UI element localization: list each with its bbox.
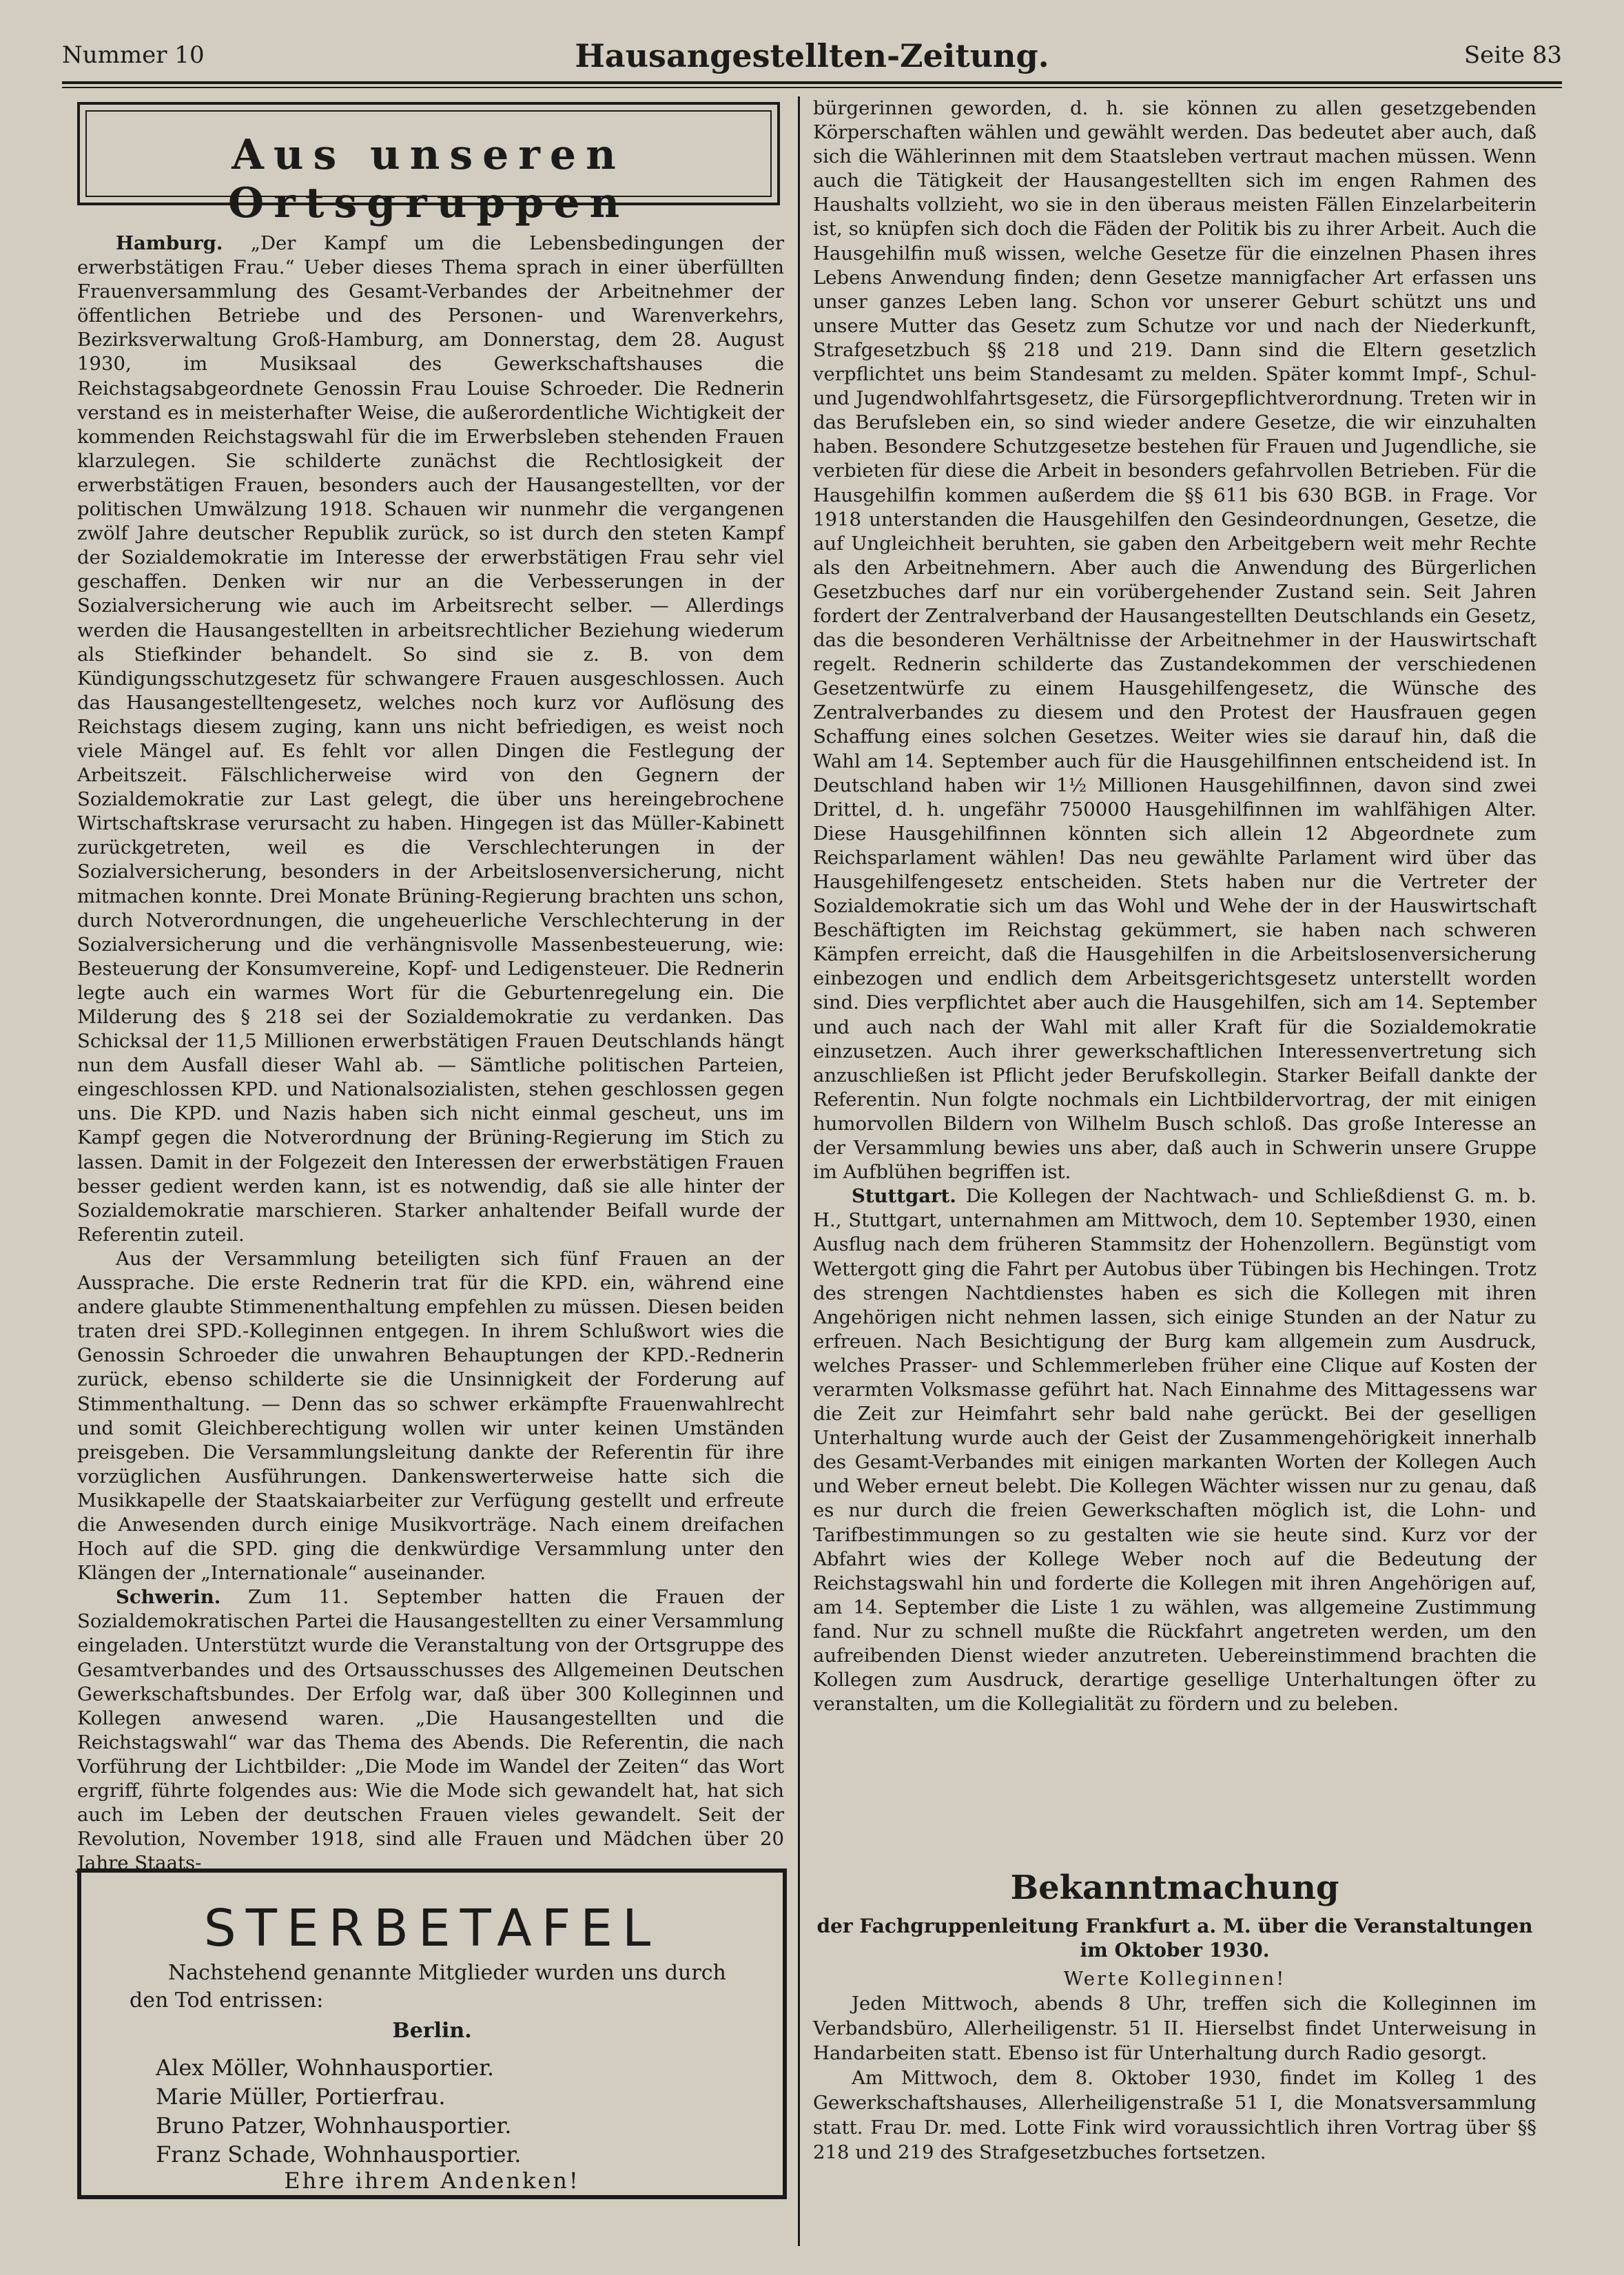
article-lead: Hamburg. xyxy=(116,232,223,254)
obituary-name: Bruno Patzer, Wohnhausportier. xyxy=(156,2112,512,2139)
obituary-names xyxy=(156,2053,521,2169)
article-text: Aus der Versammlung beteiligten sich fünf Frauen an der Aussprache. Die erste Rednerin trat für die KPD. ein, während eine andere glaubte Stimmenenthaltung empfehlen zu müssen. Diesen beiden traten drei SPD.-Kolleginnen entgegen. In ihrem Schlußwort wies die Genossin Schroeder die unwahren Behauptungen der KPD.-Rednerin zurück, ebenso schilderte sie die Unsinnigkeit der Forderung auf Stimmenthaltung. — Denn das so schwer erkämpfte Frauenwahlrecht und somit Gleichberechtigung wollen wir unter keinen Umständen preisgeben. Die Versammlungsleitung dankte der Referentin für ihre vorzüglichen Ausführungen. Dankenswerterweise hatte sich die Musikkapelle der Staatskaiarbeiter zur Verfügung gestellt und erfreute die Anwesenden durch einige Musikvorträge. Nach einem dreifachen Hoch auf die SPD. ging die denkwürdige Versammlung unter den Klängen der „Internationale“ auseinander. xyxy=(77,1247,784,1585)
article-lead: Stuttgart. xyxy=(852,1185,956,1208)
article-text: Zum 11. September hatten die Frauen der Sozialdemokratischen Partei die Hausangestellten zu einer Versammlung eingeladen. Unterstützt wurde die Veranstaltung von der Ortsgruppe des Gesamtverbandes und des Ortsausschusses des Allgemeinen Deutschen Gewerkschaftsbundes. Der Erfolg war, daß über 300 Kolleginnen und Kollegen anwesend waren. „Die Hausangestellten und die Reichstagswahl“ war das Thema des Abends. Die Referentin, die nach Vorführung der Lichtbilder: „Die Mode im Wandel der Zeiten“ das Wort ergriff, führte folgendes aus: Wie die Mode sich gewandelt hat, hat sich auch im Leben der deutschen Frauen vieles gewandelt. Seit der Revolution, November 1918, sind alle Frauen und Mädchen über 20 Jahre Staats- xyxy=(77,1586,784,1875)
article-text: „Der Kampf um die Lebensbedingungen der erwerbstätigen Frau.“ Ueber dieses Thema sprach in einer überfüllten Frauenversammlung des Gesamt-Verbandes der Arbeitnehmer der öffentlichen Betriebe und des Personen- und Warenverkehrs, Bezirksverwaltung Groß-Hamburg, am Donnerstag, dem 28. August 1930, im Musiksaal des Gewerkschaftshauses die Reichstagsabgeordnete Genossin Frau Louise Schroeder. Die Rednerin verstand es in meisterhafter Weise, die außerordentliche Wichtigkeit der kommenden Reichstagswahl für die im Erwerbsleben stehenden Frauen klarzulegen. Sie schilderte zunächst die Rechtlosigkeit der erwerbstätigen Frauen, besonders auch der Hausangestellten, vor der politischen Umwälzung 1918. Schauen wir nunmehr die vergangenen zwölf Jahre deutscher Republik zurück, so ist durch den steten Kampf der Sozialdemokratie im Interesse der erwerbstätigen Frau sehr viel geschaffen. Denken wir nur an die Verbesserungen in der Sozialversicherung wie auch im Arbeitsrecht selber. — Allerdings werden die Hausangestellten in arbeitsrechtlicher Beziehung wiederum als Stiefkinder behandelt. So sind sie z. B. von dem Kündigungsschutzgesetz für schwangere Frauen ausgeschlossen. Auch das Hausangestelltengesetz, welches noch kurz vor Auflösung des Reichstags diesem zuging, kann uns nicht befriedigen, es weist noch viele Mängel auf. Es fehlt vor allen Dingen die Festlegung der Arbeitszeit. Fälschlicherweise wird von den Gegnern der Sozialdemokratie zur Last gelegt, die über uns hereingebrochene Wirtschaftskrase verursacht zu haben. Hingegen ist das Müller-Kabinett zurückgetreten, weil es die Verschlechterungen in der Sozialversicherung, besonders in der Arbeitslosenversicherung, nicht mitmachen konnte. Drei Monate Brüning-Regierung brachten uns schon, durch Notverordnungen, die ungeheuerliche Verschlechterung in der Sozialversicherung und die verhängnisvolle Massenbesteuerung, wie: Besteuerung der Konsumvereine, Kopf- und Ledigensteuer. Die Rednerin legte auch ein warmes Wort für die Geburtenregelung ein. Die Milderung des § 218 sei der Sozialdemokratie zu verdanken. Das Schicksal der 11,5 Millionen erwerbstätigen Frauen Deutschlands hängt nun dem Ausfall dieser Wahl ab. — Sämtliche politischen Parteien, eingeschlossen KPD. und Nationalsozialisten, stehen geschlossen gegen uns. Die KPD. und Nazis haben sich nicht einmal gescheut, uns im Kampf gegen die Notverordnung der Brüning-Regierung im Stich zu lassen. Damit in der Folgezeit den Interessen der erwerbstätigen Frauen besser gedient werden kann, ist es notwendig, daß sie alle hinter der Sozialdemokratie marschieren. Starker anhaltender Beifall wurde der Referentin zuteil. xyxy=(77,232,784,1246)
section-title-box xyxy=(77,102,780,227)
article-paragraph xyxy=(77,1585,784,1875)
obituary-name: Marie Müller, Portierfrau. xyxy=(156,2083,446,2110)
right-column xyxy=(813,96,1536,1850)
obituary-title: STERBETAFEL xyxy=(203,1899,661,1958)
obituary-intro: Nachstehend genannte Mitglieder wurden uns durch den Tod entrissen: xyxy=(130,1961,726,2012)
article-paragraph xyxy=(813,96,1536,1184)
article-paragraph xyxy=(813,1184,1536,1716)
column-divider xyxy=(798,96,800,2246)
header-rule xyxy=(62,81,1562,84)
announcement xyxy=(813,1867,1536,2225)
announcement-heading: Bekanntmachung xyxy=(1010,1869,1339,1907)
section-title: Aus unseren Ortsgruppen xyxy=(227,131,630,227)
announcement-paragraph: Am Mittwoch, dem 8. Oktober 1930, findet im Kolleg 1 des Gewerkschaftshauses, Allerheiligenstraße 51 I, die Monatsversammlung statt. Frau Dr. med. Lotte Fink wird voraussichtlich ihren Vortrag über §§ 218 und 219 des Strafgesetzbuches fortsetzen. xyxy=(813,2067,1536,2163)
announcement-paragraph: Jeden Mittwoch, abends 8 Uhr, treffen sich die Kolleginnen im Verbandsbüro, Allerheiligenstr. 51 II. Hierselbst findet Unterweisung in Handarbeiten statt. Ebenso ist für Unterhaltung durch Radio gesorgt. xyxy=(813,1993,1536,2064)
obituary-footer: Ehre ihrem Andenken! xyxy=(284,2168,580,2194)
newspaper-title: Hausangestellten-Zeitung. xyxy=(575,37,1049,74)
announcement-subheading: der Fachgruppenleitung Frankfurt a. M. über die Veranstaltungen im Oktober 1930. xyxy=(816,1915,1533,1962)
article-text: bürgerinnen geworden, d. h. sie können zu allen gesetzgebenden Körperschaften wählen und gewählt werden. Das bedeutet aber auch, daß sich die Wählerinnen mit dem Staatsleben vertraut machen müssen. Wenn auch die Tätigkeit der Hausangestellten sich im engen Rahmen des Haushalts vollzieht, wo sie in den überaus meisten Fällen Einzelarbeiterin ist, so knüpfen sich doch die Fäden der Politik bis zu ihrer Arbeit. Auch die Hausgehilfin muß wissen, welche Gesetze für die einzelnen Phasen ihres Lebens Anwendung finden; denn Gesetze mannigfacher Art erfassen uns unser ganzes Leben lang. Schon vor unserer Geburt schützt uns und unsere Mutter das Gesetz zum Schutze vor und nach der Niederkunft, Strafgesetzbuch §§ 218 und 219. Dann sind die Eltern gesetzlich verpflichtet uns beim Standesamt zu melden. Später kommt Impf-, Schul- und Jugendwohlfahrtsgesetz, die Fürsorgepflichtverordnung. Treten wir in das Berufsleben ein, so sind wieder andere Gesetze, die wir einzuhalten haben. Besondere Schutzgesetze bestehen für Frauen und Jugendliche, sie verbieten für diese die Arbeit in besonders gefahrvollen Betrieben. Für die Hausgehilfin kommen außerdem die §§ 611 bis 630 BGB. in Frage. Vor 1918 unterstanden die Hausgehilfen den Gesindeordnungen, Gesetze, die auf Ungleichheit beruhten, sie gaben den Arbeitgebern weit mehr Rechte als den Arbeitnehmern. Aber auch die Anwendung des Bürgerlichen Gesetzbuches darf nur ein vorübergehender Zustand sein. Seit Jahren fordert der Zentralverband der Hausangestellten Deutschlands ein Gesetz, das die besonderen Verhältnisse der Arbeitnehmer in der Hauswirtschaft regelt. Rednerin schilderte das Zustandekommen der verschiedenen Gesetzentwürfe zu einem Hausgehilfengesetz, die Wünsche des Zentralverbandes zu diesem und den Protest der Hausfrauen gegen Schaffung eines solchen Gesetzes. Weiter wies sie darauf hin, daß die Wahl am 14. September auch für die Hausgehilfinnen entscheidend ist. In Deutschland haben wir 1½ Millionen Hausgehilfinnen, davon sind zwei Drittel, d. h. ungefähr 750000 Hausgehilfinnen im wahlfähigen Alter. Diese Hausgehilfinnen könnten sich allein 12 Abgeordnete zum Reichsparlament wählen! Das neu gewählte Parlament wird über das Hausgehilfengesetz entscheiden. Stets haben nur die Vertreter der Sozialdemokratie sich um das Wohl und Wehe der in der Hauswirtschaft Beschäftigten im Reichstag gekümmert, sie haben nach schweren Kämpfen erreicht, daß die Hausgehilfen in die Arbeitslosenversicherung einbezogen und endlich dem Arbeitsgerichtsgesetz unterstellt worden sind. Dies verpflichtet aber auch die Hausgehilfen, sich am 14. September und auch nach der Wahl mit aller Kraft für die Sozialdemokratie einzusetzen. Auch ihrer gewerkschaftlichen Interessenvertretung sich anzuschließen ist Pflicht jeder Berufskollegin. Starker Beifall dankte der Referentin. Nun folgte nochmals ein Lichtbildervortrag, der mit einigen humorvollen Bildern von Wilhelm Busch schloß. Das große Interesse an der Versammlung bewies uns aber, daß auch in Schwerin unsere Gruppe im Aufblühen begriffen ist. xyxy=(813,97,1536,1184)
article-lead: Schwerin. xyxy=(116,1586,221,1609)
article-text: Die Kollegen der Nachtwach- und Schließdienst G. m. b. H., Stuttgart, unternahmen am Mittwoch, dem 10. September 1930, einen Ausflug nach dem früheren Stammsitz der Hohenzollern. Begünstigt vom Wettergott ging die Fahrt per Autobus über Tübingen bis Hechingen. Trotz des strengen Nachtdienstes haben es sich die Kollegen mit ihren Angehörigen nicht nehmen lassen, sich einige Stunden an der Natur zu erfreuen. Nach Besichtigung der Burg kam allgemein zum Ausdruck, welches Prasser- und Schlemmerleben früher eine Clique auf Kosten der verarmten Volksmasse geführt hat. Nach Einnahme des Mittagessens war die Zeit zur Heimfahrt sehr bald nahe gerückt. Bei der geselligen Unterhaltung wurde auch der Geist der Zusammengehörigkeit innerhalb des Gesamt-Verbandes mit einigen markanten Worten der Kollegen Auch und Weber erneut belebt. Die Kollegen Wächter wissen nur zu genau, daß es nur durch die freien Gewerkschaften möglich ist, die Lohn- und Tarifbestimmungen so zu gestalten wie sie heute sind. Kurz vor der Abfahrt wies der Kollege Weber noch auf die Bedeutung der Reichstagswahl hin und forderte die Kollegen mit ihren Angehörigen auf, am 14. September die Liste 1 zu wählen, was allgemeine Zustimmung fand. Nur zu schnell mußte die Rückfahrt angetreten werden, um den aufreibenden Dienst wieder anzutreten. Uebereinstimmend brachten die Kollegen zum Ausdruck, derartige gesellige Unterhaltungen öfter zu veranstalten, um die Kollegialität zu fördern und zu beleben. xyxy=(813,1185,1536,1716)
obituary-city: Berlin. xyxy=(392,2019,472,2043)
obituary-name: Franz Schade, Wohnhausportier. xyxy=(156,2141,522,2168)
announcement-salutation: Werte Kolleginnen! xyxy=(1063,1968,1286,1990)
article-paragraph xyxy=(77,1247,784,1585)
page-header xyxy=(62,37,1562,76)
obituary-box xyxy=(77,1869,787,2199)
left-column xyxy=(77,231,784,1875)
header-rule-thin xyxy=(62,87,1562,88)
obituary-name: Alex Möller, Wohnhausportier. xyxy=(156,2055,495,2081)
page-number: Seite 83 xyxy=(1463,41,1562,69)
article-paragraph xyxy=(77,231,784,1247)
issue-number: Nummer 10 xyxy=(62,41,205,69)
